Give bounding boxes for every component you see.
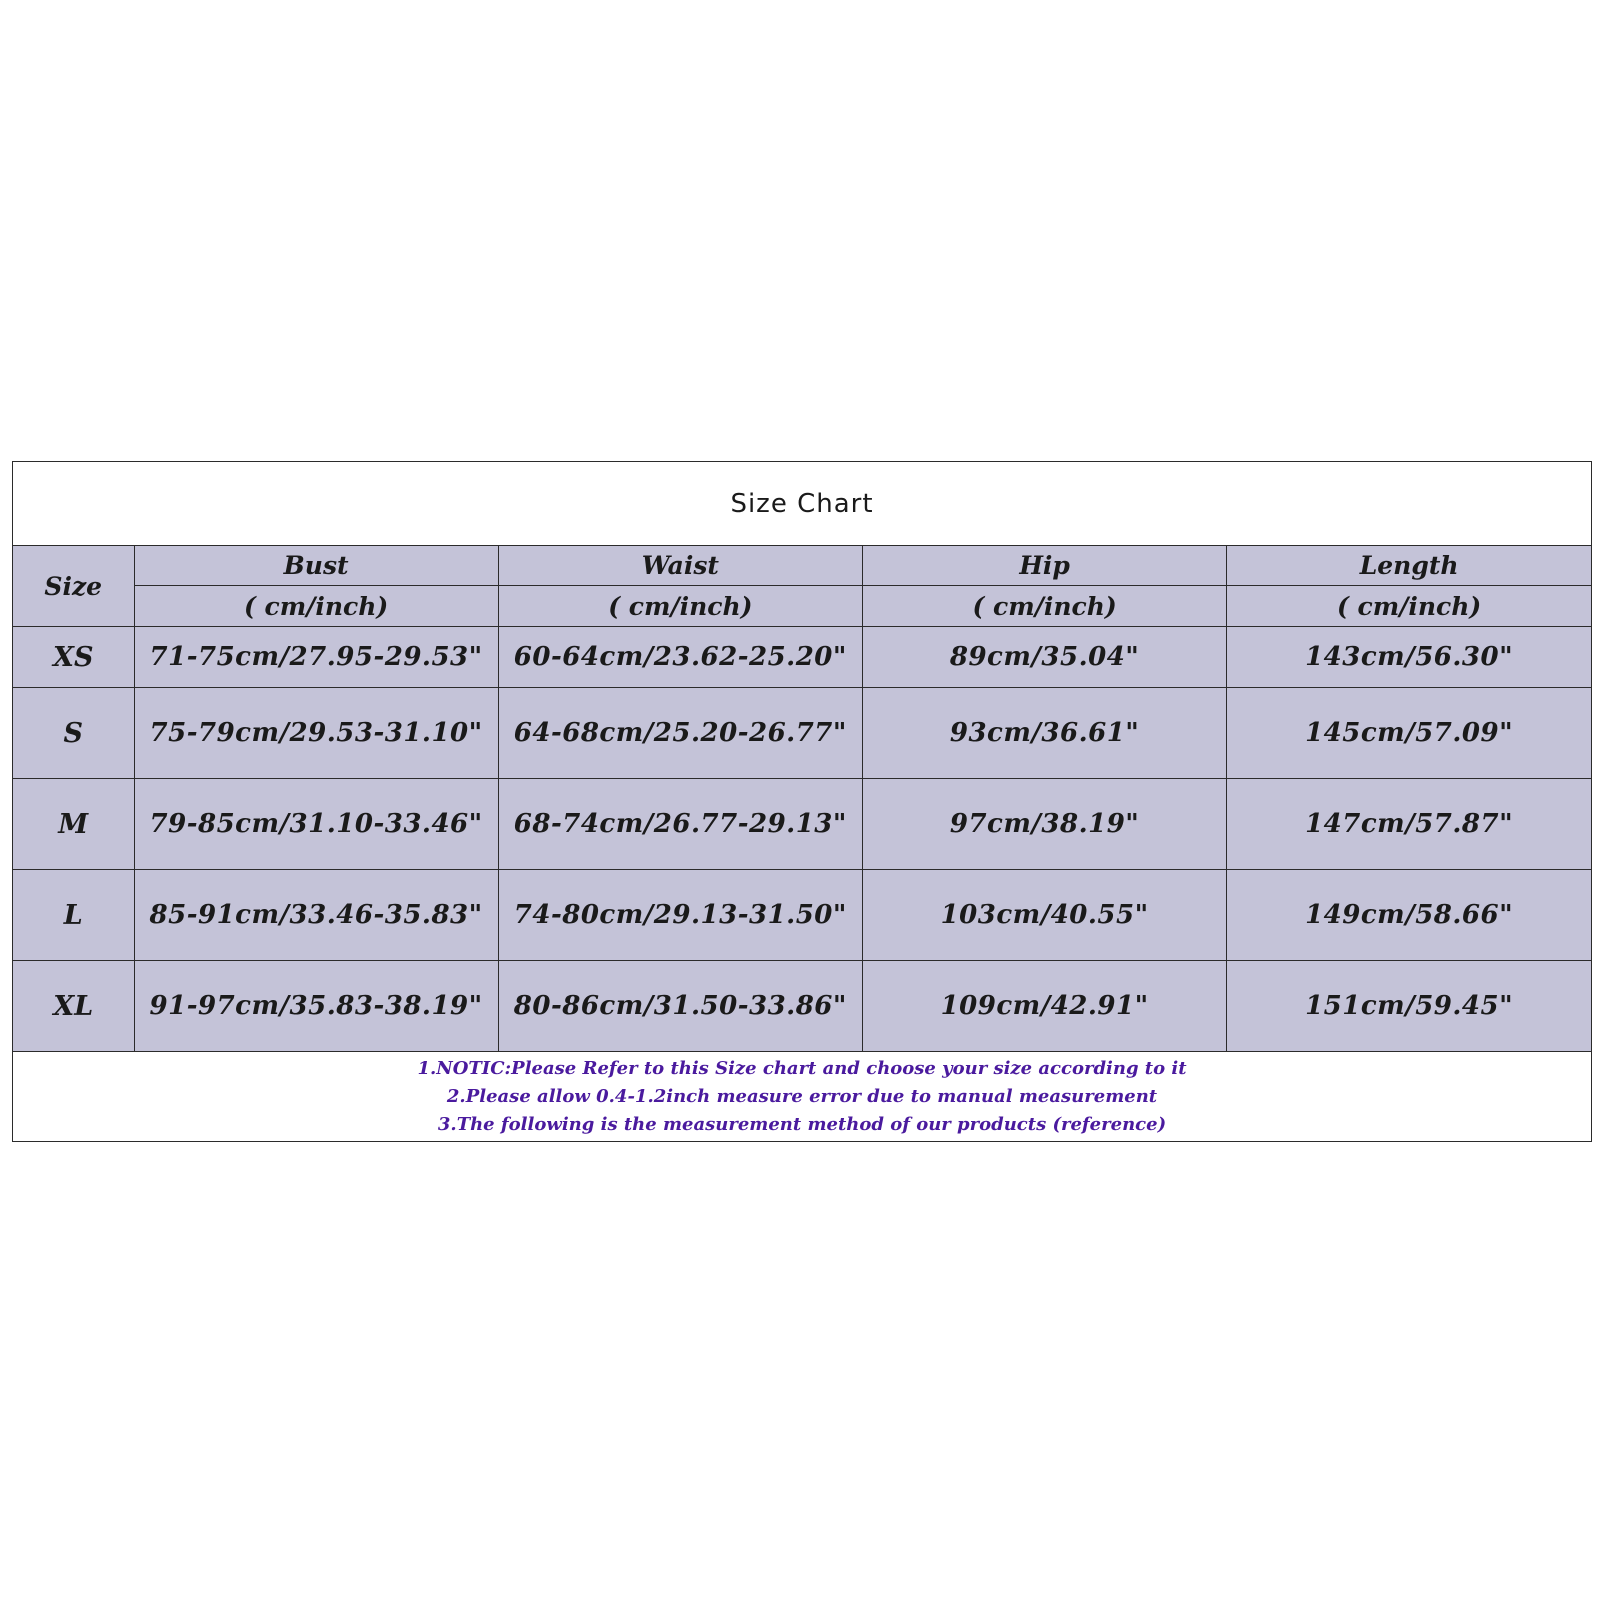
column-unit-bust: ( cm/inch) [134, 586, 498, 627]
hip-cell: 97cm/38.19" [863, 779, 1227, 870]
bust-cell: 85-91cm/33.46-35.83" [134, 870, 498, 961]
hip-cell: 89cm/35.04" [863, 627, 1227, 688]
column-header-waist: Waist [498, 546, 862, 586]
hip-cell: 109cm/42.91" [863, 961, 1227, 1052]
waist-cell: 74-80cm/29.13-31.50" [498, 870, 862, 961]
waist-cell: 80-86cm/31.50-33.86" [498, 961, 862, 1052]
length-cell: 151cm/59.45" [1227, 961, 1591, 1052]
table-row [13, 870, 1591, 961]
length-cell: 149cm/58.66" [1227, 870, 1591, 961]
waist-cell: 64-68cm/25.20-26.77" [498, 688, 862, 779]
size-column-header: Size [13, 546, 134, 627]
table-row [13, 627, 1591, 688]
size-cell: S [13, 688, 134, 779]
size-cell: XS [13, 627, 134, 688]
column-header-hip: Hip [863, 546, 1227, 586]
bust-cell: 79-85cm/31.10-33.46" [134, 779, 498, 870]
size-cell: M [13, 779, 134, 870]
size-table [13, 546, 1591, 1052]
length-cell: 143cm/56.30" [1227, 627, 1591, 688]
chart-title: Size Chart [730, 488, 874, 519]
notes-section [13, 1052, 1591, 1142]
bust-cell: 91-97cm/35.83-38.19" [134, 961, 498, 1052]
table-row [13, 688, 1591, 779]
unit-row [13, 586, 1591, 627]
column-unit-length: ( cm/inch) [1227, 586, 1591, 627]
column-unit-waist: ( cm/inch) [498, 586, 862, 627]
title-band [13, 462, 1591, 546]
column-unit-hip: ( cm/inch) [863, 586, 1227, 627]
column-header-length: Length [1227, 546, 1591, 586]
bust-cell: 75-79cm/29.53-31.10" [134, 688, 498, 779]
header-row [13, 546, 1591, 586]
size-cell: L [13, 870, 134, 961]
waist-cell: 68-74cm/26.77-29.13" [498, 779, 862, 870]
length-cell: 145cm/57.09" [1227, 688, 1591, 779]
note-line: 3.The following is the measurement method of our products (reference) [437, 1114, 1167, 1135]
table-row [13, 961, 1591, 1052]
bust-cell: 71-75cm/27.95-29.53" [134, 627, 498, 688]
column-header-bust: Bust [134, 546, 498, 586]
size-chart [12, 461, 1592, 1142]
size-cell: XL [13, 961, 134, 1052]
waist-cell: 60-64cm/23.62-25.20" [498, 627, 862, 688]
length-cell: 147cm/57.87" [1227, 779, 1591, 870]
note-line: 2.Please allow 0.4-1.2inch measure error due to manual measurement [446, 1086, 1158, 1107]
table-row [13, 779, 1591, 870]
hip-cell: 103cm/40.55" [863, 870, 1227, 961]
note-line: 1.NOTIC:Please Refer to this Size chart and choose your size according to it [417, 1058, 1187, 1079]
hip-cell: 93cm/36.61" [863, 688, 1227, 779]
